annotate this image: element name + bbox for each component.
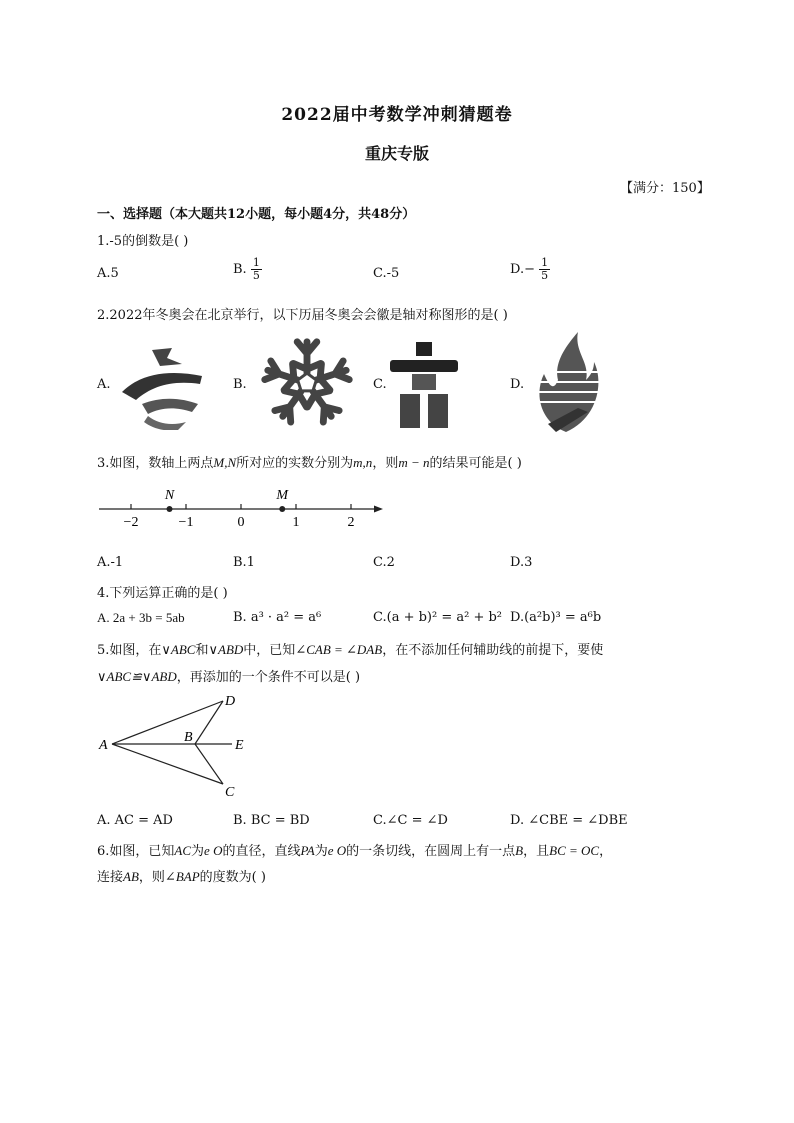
q5-stem-line-2 <box>97 666 360 685</box>
q1-option-b <box>233 257 262 282</box>
q1-option-a: A.5 <box>97 266 119 281</box>
q6-text: 的度数为( ) <box>199 870 266 885</box>
section-heading: 一、选择题（本大题共12小题，每小题4分，共48分） <box>97 207 416 222</box>
q3-stem-text-3: ，则 <box>372 456 399 471</box>
q6-b: B <box>515 843 524 858</box>
segment-bc <box>195 744 223 784</box>
q1-option-b-fraction <box>251 257 262 282</box>
q1-stem: 1.-5的倒数是( ) <box>97 234 189 249</box>
q2-option-d: D. <box>510 377 525 392</box>
q3-stem-text-1: 3.如图，数轴上两点 <box>97 456 214 471</box>
q6-equation: BC = OC <box>549 843 600 858</box>
q5-stem-line-1 <box>97 639 603 658</box>
segment-bd <box>195 701 223 744</box>
q6-text: ，则 <box>138 870 165 885</box>
number-line-tick-label: 2 <box>347 515 355 530</box>
q6-stem-line-2 <box>97 866 266 885</box>
q6-pa: PA <box>300 843 315 858</box>
q5-congruence: ∨ABC≌∨ABD <box>97 669 177 684</box>
q2-option-c: C. <box>373 377 387 392</box>
q6-text: ，且 <box>523 844 550 859</box>
q6-text: 为 <box>314 844 328 859</box>
q5-text: 和 <box>195 643 209 658</box>
vertex-a-label: A <box>99 738 108 753</box>
page-subtitle: 重庆专版 <box>364 144 429 163</box>
point-m-dot <box>279 506 285 512</box>
full-score: 【满分：150】 <box>620 181 710 196</box>
number-line-tick-label: 0 <box>237 515 245 530</box>
q4-option-c: C.(a + b)² = a² + b² <box>373 610 503 625</box>
q4-option-a: A. 2a + 3b = 5ab <box>97 610 185 625</box>
q4-stem: 4.下列运算正确的是( ) <box>97 586 228 601</box>
q5-option-d: D. ∠CBE = ∠DBE <box>510 813 628 828</box>
q5-option-c: C.∠C = ∠D <box>373 813 448 828</box>
number-line-tick-label: −2 <box>123 515 139 530</box>
page-title: 2022届中考数学冲刺猜题卷 <box>281 105 513 125</box>
emblem-b-snowflake-image <box>255 332 359 434</box>
point-n-label: N <box>164 488 175 503</box>
q6-text: 连接 <box>97 870 124 885</box>
triangle-figure <box>95 690 255 800</box>
vertex-b-label: B <box>184 730 193 745</box>
q5-option-a: A. AC = AD <box>97 813 173 828</box>
q6-circle-o: e O <box>204 843 223 858</box>
fraction-denominator: 5 <box>252 269 260 282</box>
q3-stem <box>97 452 522 471</box>
q1-option-d-fraction <box>539 257 550 282</box>
fraction-denominator: 5 <box>541 269 549 282</box>
q2-option-a: A. <box>97 377 111 392</box>
q6-ac: AC <box>174 843 192 858</box>
q3-option-d: D.3 <box>510 555 533 570</box>
emblem-a-image <box>112 342 208 430</box>
q3-stem-text-4: 的结果可能是( ) <box>429 456 522 471</box>
q2-stem: 2.2022年冬奥会在北京举行，以下历届冬奥会会徽是轴对称图形的是( ) <box>97 308 508 323</box>
emblem-c-inukshuk-image <box>384 340 464 430</box>
vertex-d-label: D <box>225 694 236 709</box>
q3-stem-text-2: 所对应的实数分别为 <box>236 456 354 471</box>
q5-text: 中，已知 <box>243 643 296 658</box>
q1-option-d <box>510 257 550 282</box>
q6-text: 6.如图，已知 <box>97 844 175 859</box>
q3-option-b: B.1 <box>233 555 255 570</box>
q3-option-a: A.-1 <box>97 555 124 570</box>
q3-stem-expr: m − n <box>398 455 430 470</box>
q5-text: ，在不添加任何辅助线的前提下，要使 <box>382 643 604 658</box>
q6-text: 的一条切线，在圆周上有一点 <box>346 844 516 859</box>
q4-option-d: D.(a²b)³ = a⁶b <box>510 610 602 625</box>
q6-text: 的直径，直线 <box>222 844 301 859</box>
fraction-numerator: 1 <box>252 256 260 269</box>
q6-text: ， <box>599 844 613 859</box>
q6-text: 为 <box>191 844 205 859</box>
q6-circle-o: e O <box>327 843 347 858</box>
segment-ad <box>112 701 223 744</box>
vertex-e-label: E <box>235 738 244 753</box>
number-line-tick-label: −1 <box>178 515 194 530</box>
segment-ac <box>112 744 223 784</box>
q5-triangle-abc: ∨ABC <box>161 642 196 657</box>
q5-option-b: B. BC = BD <box>233 813 310 828</box>
q1-option-b-label: B. <box>233 262 247 277</box>
number-line-arrow <box>374 506 383 513</box>
q6-ab: AB <box>123 869 139 884</box>
vertex-c-label: C <box>225 785 235 800</box>
q5-condition: ∠CAB = ∠DAB <box>295 642 383 657</box>
q5-text: ，再添加的一个条件不可以是( ) <box>176 670 361 685</box>
number-line-tick-label: 1 <box>292 515 300 530</box>
point-m-label: M <box>276 488 289 503</box>
q3-stem-points: M,N <box>213 455 237 470</box>
q3-option-c: C.2 <box>373 555 395 570</box>
q1-option-c: C.-5 <box>373 266 400 281</box>
q3-stem-vars: m,n <box>353 455 373 470</box>
q2-option-b: B. <box>233 377 247 392</box>
q6-stem-line-1 <box>97 840 612 859</box>
emblem-d-flame-image <box>528 328 604 438</box>
number-line-figure <box>95 480 390 530</box>
q5-text: 5.如图，在 <box>97 643 162 658</box>
q1-option-d-label: D.− <box>510 262 535 277</box>
q4-option-b: B. a³ · a² = a⁶ <box>233 610 322 625</box>
q5-triangle-abd: ∨ABD <box>208 642 244 657</box>
fraction-numerator: 1 <box>541 256 549 269</box>
q6-angle: ∠BAP <box>164 869 200 884</box>
point-n-dot <box>167 506 173 512</box>
